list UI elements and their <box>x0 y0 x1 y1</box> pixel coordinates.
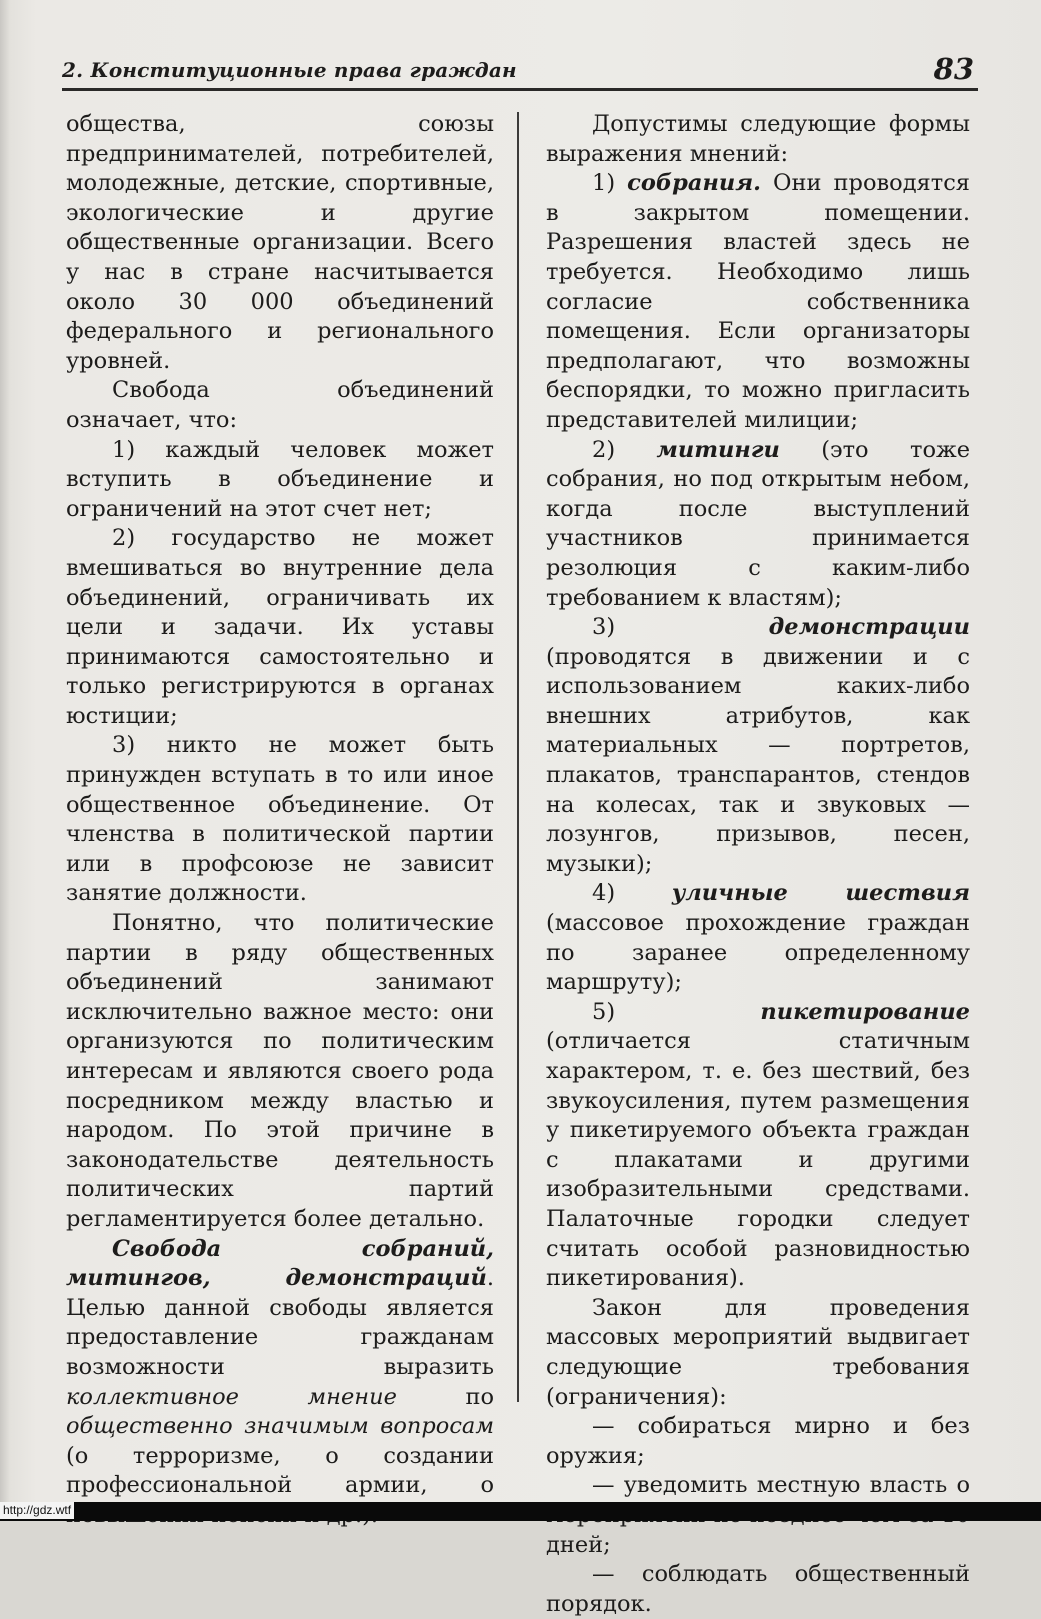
text-run: (проводятся в движении и с использованием каких-либо внешних атрибутов, как материальных — портретов, плакатов, транспарантов, стендов на колесах, так и звуковых — лозунгов, призывов, песен, музыки); <box>546 643 970 877</box>
term: собрания. <box>627 170 761 197</box>
page-number: 83 <box>933 52 974 86</box>
list-item <box>546 436 970 614</box>
list-item: 3) никто не может быть принужден вступать в то или иное общественное объединение. От членства в политической партии или в профсоюзе не зависит занятие должности. <box>66 732 494 907</box>
chapter-title: 2. Конституционные права граждан <box>62 58 517 82</box>
paragraph: Допустимы следующие формы выражения мнений: <box>546 111 970 167</box>
paragraph: Закон для проведения массовых мероприятий выдвигает следующие требования (ограничения): <box>546 1294 970 1410</box>
item-number: 2) <box>592 436 657 463</box>
list-item: 2) государство не может вмешиваться во внутренние дела объединений, ограничивать их цели и задачи. Их уставы принимаются самостоятельно и только регистрируются в органах юстиции; <box>66 525 494 729</box>
text-run: (о терроризме, о создании профессиональной армии, о <box>66 1442 494 1499</box>
paragraph: общества, союзы предпринимателей, потребителей, молодежные, детские, спортивные, экологические и другие общественные организации. Всего у нас в стране насчитывается около 30 000 объединений федерального и регионального уровней. <box>66 111 494 374</box>
text-run: (массовое прохождение граждан по заранее определенному маршруту); <box>546 910 970 996</box>
list-item: 1) каждый человек может вступить в объединение и ограничений на этот счет нет; <box>66 436 494 522</box>
emphasis: коллективное мнение <box>66 1383 397 1410</box>
paragraph <box>66 1235 494 1531</box>
text-run: . Целью данной свободы является предоставление гражданам возможности выразить <box>66 1265 494 1380</box>
text-run: Они проводятся в закрытом помещении. Разрешения властей здесь не требуется. Необходимо лишь согласие собственника помещения. Если организаторы предполагают, что возможны беспорядки, то можно пригласить представителей милиции; <box>546 170 970 433</box>
item-number: 3) <box>592 614 769 641</box>
paragraph: Понятно, что политические партии в ряду общественных объединений занимают исключительно важное место: они организуются по политическим интересам и являются своего рода посредником между властью и народом. По этой причине в законодательстве деятельность политических партий регламентируется более детально. <box>66 910 494 1232</box>
left-column <box>66 110 494 1531</box>
footer-band <box>0 1502 1041 1521</box>
list-item: — соблюдать общественный порядок. <box>546 1561 970 1617</box>
list-item <box>546 169 970 435</box>
term: пикетирование <box>760 998 970 1025</box>
term: демонстрации <box>768 614 970 641</box>
list-item: — собираться мирно и без оружия; <box>546 1413 970 1469</box>
text-run: по <box>396 1383 494 1410</box>
list-item <box>546 879 970 997</box>
paragraph: Свобода объединений означает, что: <box>66 377 494 433</box>
item-number: 1) <box>592 170 628 197</box>
term: уличные шествия <box>671 880 970 907</box>
header-rule <box>62 88 978 91</box>
list-item: — уведомить местную власть о дней; <box>546 1472 970 1558</box>
list-item <box>546 998 970 1294</box>
term: митинги <box>656 436 780 463</box>
list-item <box>546 613 970 879</box>
emphasis: общественно значимым вопросам <box>66 1413 494 1440</box>
right-column <box>546 110 970 1619</box>
source-link[interactable]: http://gdz.wtf <box>0 1502 74 1519</box>
section-term: Свобода собраний, митингов, демонстраций <box>66 1235 494 1292</box>
text-run: (отличается статичным характером, т. е. без шествий, без звукоусиления, путем размещения у пикетируемого объекта граждан с плакатами и другими изобразительными средствами. Палаточные городки следует считать особой разновидностью пикетирования). <box>546 1028 970 1292</box>
running-header <box>62 52 978 92</box>
column-divider <box>517 112 519 1402</box>
item-number: 4) <box>592 880 672 907</box>
item-number: 5) <box>592 998 761 1025</box>
text-run: (это тоже собрания, но под открытым небом, когда после выступлений участников принимается резолюция с каким-либо требованием к властям); <box>546 436 971 611</box>
